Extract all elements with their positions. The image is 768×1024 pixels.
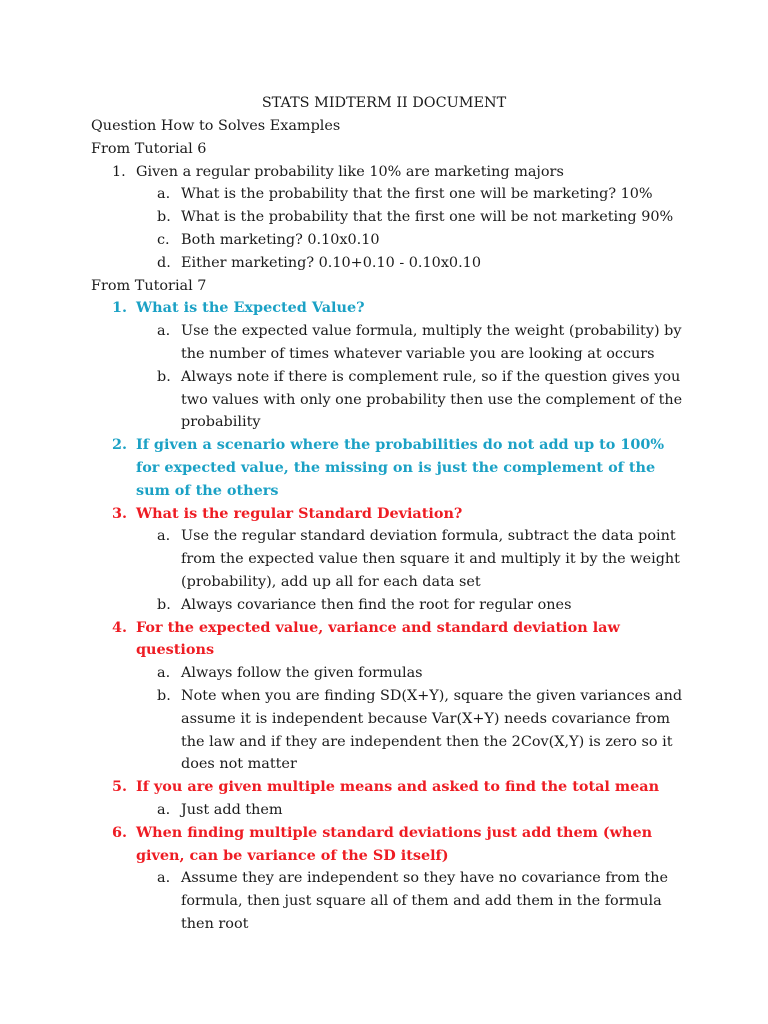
list-number: 1. — [112, 163, 126, 180]
sub-list-item-text: Always covariance then find the root for regular ones — [181, 596, 572, 613]
list-item-heading — [91, 297, 691, 320]
sub-list-item — [91, 252, 691, 275]
list-item-text: For the expected value, variance and standard deviation law questions — [136, 618, 620, 659]
sub-list-item — [91, 183, 691, 206]
sub-list-letter: a. — [157, 528, 171, 545]
list-item — [91, 161, 691, 184]
sub-list-item — [91, 867, 691, 935]
document-subtitle: Question How to Solves Examples — [91, 118, 341, 134]
sub-list-letter: b. — [157, 596, 171, 613]
list-item-heading — [91, 434, 691, 502]
list-item-text: If you are given multiple means and asked to find the total mean — [136, 778, 660, 796]
sub-list-item-text: Just add them — [181, 801, 283, 818]
sub-list-letter: a. — [157, 665, 171, 682]
list-number: 6. — [112, 823, 128, 841]
list-item-text: If given a scenario where the probabilities do not add up to 100% for expected value, the missing on is just the complement of the sum of the others — [136, 436, 665, 499]
list-item-heading — [91, 617, 691, 663]
list-item-heading — [91, 822, 691, 868]
sub-list-item — [91, 366, 691, 434]
list-number: 5. — [112, 778, 128, 796]
sub-list-item — [91, 525, 691, 593]
sub-list-item-text: Use the regular standard deviation formula, subtract the data point from the expected value then square it and multiply it by the weight (probability), add up all for each data set — [181, 528, 680, 590]
list-number: 1. — [112, 299, 128, 317]
list-item-heading — [91, 503, 691, 526]
list-item-text: When finding multiple standard deviations just add them (when given, can be variance of the SD itself) — [136, 823, 653, 864]
section-heading-tutorial-6: From Tutorial 6 — [91, 140, 207, 157]
list-item-text: Given a regular probability like 10% are marketing majors — [136, 163, 564, 180]
sub-list-item-text: Either marketing? 0.10+0.10 - 0.10x0.10 — [181, 254, 481, 271]
sub-list-letter: b. — [157, 687, 171, 704]
sub-list-letter: b. — [157, 368, 171, 385]
sub-list-item-text: Always follow the given formulas — [181, 665, 423, 682]
list-item-text: What is the Expected Value? — [136, 299, 365, 317]
sub-list-item — [91, 206, 691, 229]
sub-list-item — [91, 685, 691, 776]
sub-list-letter: a. — [157, 801, 171, 818]
list-item-text: What is the regular Standard Deviation? — [136, 504, 463, 522]
sub-list-letter: c. — [157, 231, 170, 248]
sub-list-letter: a. — [157, 186, 171, 203]
sub-list-letter: d. — [157, 254, 171, 271]
list-item-heading — [91, 776, 691, 799]
sub-list-item — [91, 594, 691, 617]
sub-list-item — [91, 799, 691, 822]
sub-list-letter: b. — [157, 209, 171, 226]
sub-list-item-text: Assume they are independent so they have no covariance from the formula, then just square all of them and add them in the formula then root — [181, 870, 668, 932]
sub-list-letter: a. — [157, 323, 171, 340]
sub-list-item-text: Use the expected value formula, multiply the weight (probability) by the number of times whatever variable you are looking at occurs — [181, 323, 682, 362]
document-body — [91, 115, 691, 936]
list-number: 4. — [112, 618, 128, 636]
sub-list-item-text: What is the probability that the first one will be not marketing 90% — [181, 209, 674, 226]
sub-list-item-text: Note when you are finding SD(X+Y), square the given variances and assume it is independent because Var(X+Y) needs covariance from the law and if they are independent then the 2Cov(X,Y) is zero so it does not matter — [181, 687, 683, 773]
sub-list-item-text: Both marketing? 0.10x0.10 — [181, 231, 380, 248]
sub-list-item — [91, 320, 691, 366]
sub-list-letter: a. — [157, 870, 171, 887]
sub-list-item — [91, 229, 691, 252]
list-number: 3. — [112, 504, 128, 522]
sub-list-item — [91, 662, 691, 685]
document-title: STATS MIDTERM II DOCUMENT — [261, 95, 507, 111]
sub-list-item-text: Always note if there is complement rule, so if the question gives you two values with only one probability then use the complement of the probability — [181, 368, 683, 431]
sub-list-item-text: What is the probability that the first one will be marketing? 10% — [181, 186, 653, 203]
list-number: 2. — [112, 436, 128, 454]
section-heading-tutorial-7: From Tutorial 7 — [91, 277, 207, 294]
